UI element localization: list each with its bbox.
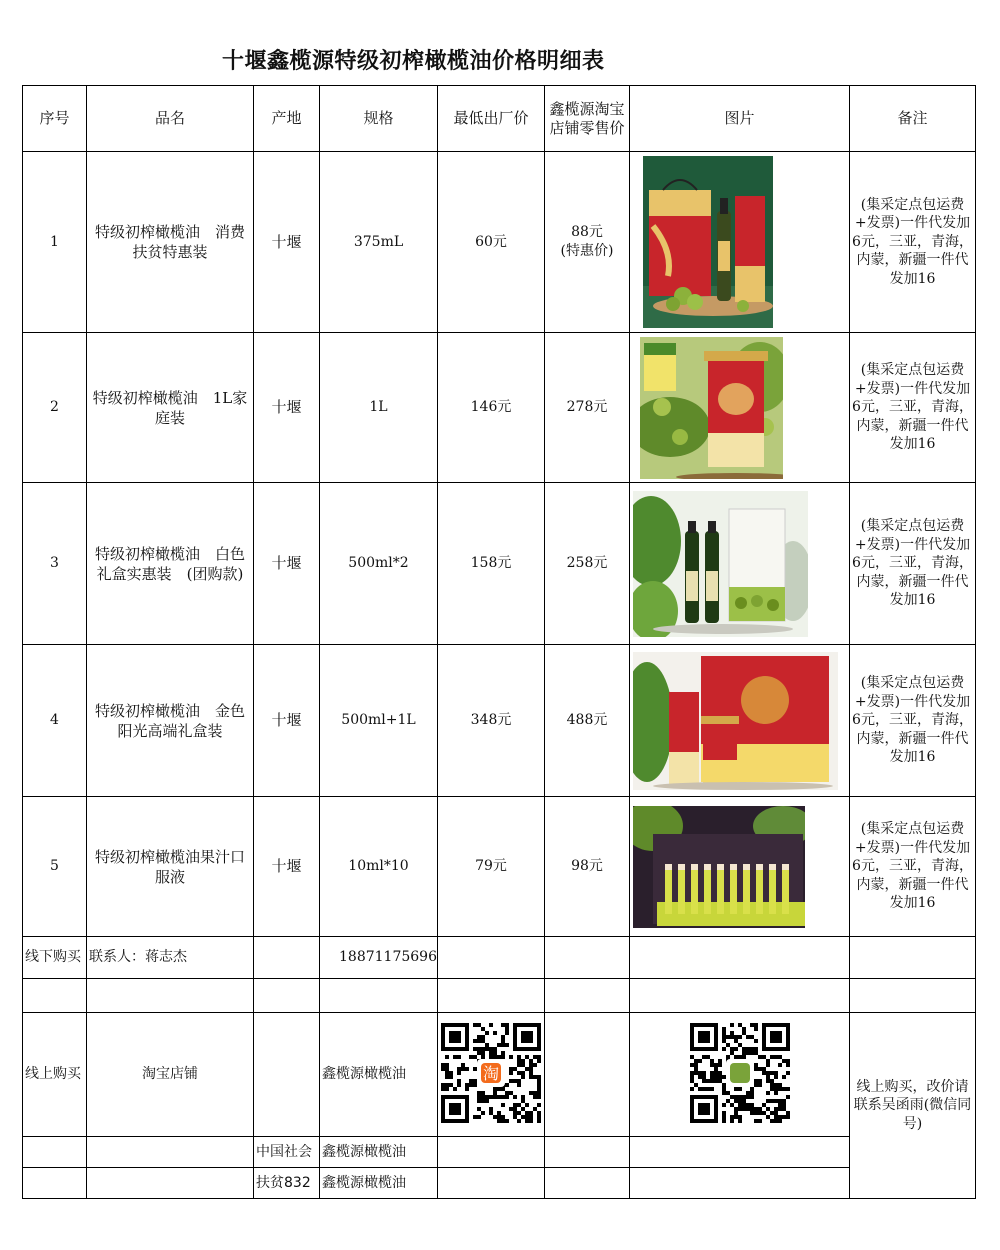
header-min-price: 最低出厂价 <box>438 86 545 152</box>
offline-phone: 18871175696 <box>320 937 438 979</box>
platform-name: 扶贫832 <box>254 1168 320 1199</box>
header-origin: 产地 <box>254 86 320 152</box>
taobao-badge-icon: 淘 <box>482 1063 500 1083</box>
row-image <box>630 483 850 645</box>
product-image-gift-bag <box>643 156 773 328</box>
page-title: 十堰鑫榄源特级初榨橄榄油价格明细表 <box>222 49 605 74</box>
offline-contact: 联系人：蒋志杰 <box>87 937 254 979</box>
row-origin: 十堰 <box>254 483 320 645</box>
product-image-tin <box>640 337 783 479</box>
row-no: 1 <box>23 152 87 333</box>
price-table <box>22 85 976 1199</box>
row-remark: (集采定点包运费+发票)一件代发加6元，三亚，青海，内蒙，新疆一件代发加16 <box>850 483 976 645</box>
platform-row <box>23 1137 976 1168</box>
header-remark: 备注 <box>850 86 976 152</box>
header-row <box>23 86 976 152</box>
row-retail: 258元 <box>545 483 630 645</box>
table-row <box>23 333 976 483</box>
header-retail: 鑫榄源淘宝店铺零售价 <box>545 86 630 152</box>
row-min-price: 79元 <box>438 797 545 937</box>
row-no: 2 <box>23 333 87 483</box>
row-origin: 十堰 <box>254 645 320 797</box>
row-spec: 375mL <box>320 152 438 333</box>
row-name: 特级初榨橄榄油 1L家庭装 <box>87 333 254 483</box>
row-spec: 1L <box>320 333 438 483</box>
row-remark: (集采定点包运费+发票)一件代发加6元，三亚，青海，内蒙，新疆一件代发加16 <box>850 152 976 333</box>
row-spec: 500ml+1L <box>320 645 438 797</box>
online-remark: 线上购买，改价请联系吴函雨(微信同号) <box>850 1013 976 1199</box>
header-name: 品名 <box>87 86 254 152</box>
row-origin: 十堰 <box>254 152 320 333</box>
platform-shop-name: 鑫榄源橄榄油 <box>320 1137 438 1168</box>
online-shop-name: 鑫榄源橄榄油 <box>320 1013 438 1137</box>
row-spec: 500ml*2 <box>320 483 438 645</box>
row-image <box>630 645 850 797</box>
row-image <box>630 333 850 483</box>
online-store: 淘宝店铺 <box>87 1013 254 1137</box>
table-row <box>23 797 976 937</box>
row-no: 3 <box>23 483 87 645</box>
product-image-white-box <box>633 491 808 637</box>
row-retail: 88元 (特惠价) <box>545 152 630 333</box>
table-row <box>23 645 976 797</box>
row-min-price: 348元 <box>438 645 545 797</box>
row-name: 特级初榨橄榄油果汁口服液 <box>87 797 254 937</box>
row-min-price: 60元 <box>438 152 545 333</box>
row-image <box>630 152 850 333</box>
header-image: 图片 <box>630 86 850 152</box>
table-row <box>23 152 976 333</box>
row-retail: 488元 <box>545 645 630 797</box>
platform-shop-name: 鑫榄源橄榄油 <box>320 1168 438 1199</box>
offline-label: 线下购买 <box>23 937 87 979</box>
row-spec: 10ml*10 <box>320 797 438 937</box>
platform-name: 中国社会 <box>254 1137 320 1168</box>
row-image <box>630 797 850 937</box>
row-remark: (集采定点包运费+发票)一件代发加6元，三亚，青海，内蒙，新疆一件代发加16 <box>850 645 976 797</box>
row-min-price: 146元 <box>438 333 545 483</box>
qr-cell-wechat <box>630 1013 850 1137</box>
empty-row <box>23 979 976 1013</box>
row-origin: 十堰 <box>254 333 320 483</box>
offline-row <box>23 937 976 979</box>
row-name: 特级初榨橄榄油 白色礼盒实惠装 (团购款) <box>87 483 254 645</box>
online-row <box>23 1013 976 1137</box>
row-retail: 98元 <box>545 797 630 937</box>
row-remark: (集采定点包运费+发票)一件代发加6元，三亚，青海，内蒙，新疆一件代发加16 <box>850 333 976 483</box>
header-spec: 规格 <box>320 86 438 152</box>
qr-cell-taobao <box>438 1013 545 1137</box>
row-no: 5 <box>23 797 87 937</box>
platform-row <box>23 1168 976 1199</box>
online-label: 线上购买 <box>23 1013 87 1137</box>
wechat-qr-code[interactable] <box>690 1023 790 1127</box>
row-origin: 十堰 <box>254 797 320 937</box>
row-remark: (集采定点包运费+发票)一件代发加6元，三亚，青海，内蒙，新疆一件代发加16 <box>850 797 976 937</box>
product-image-vials <box>633 806 805 928</box>
row-name: 特级初榨橄榄油 消费扶贫特惠装 <box>87 152 254 333</box>
taobao-qr-code[interactable] <box>441 1023 541 1127</box>
row-no: 4 <box>23 645 87 797</box>
row-min-price: 158元 <box>438 483 545 645</box>
product-image-gold-box <box>633 652 838 790</box>
row-retail: 278元 <box>545 333 630 483</box>
header-no: 序号 <box>23 86 87 152</box>
row-name: 特级初榨橄榄油 金色阳光高端礼盒装 <box>87 645 254 797</box>
table-row <box>23 483 976 645</box>
